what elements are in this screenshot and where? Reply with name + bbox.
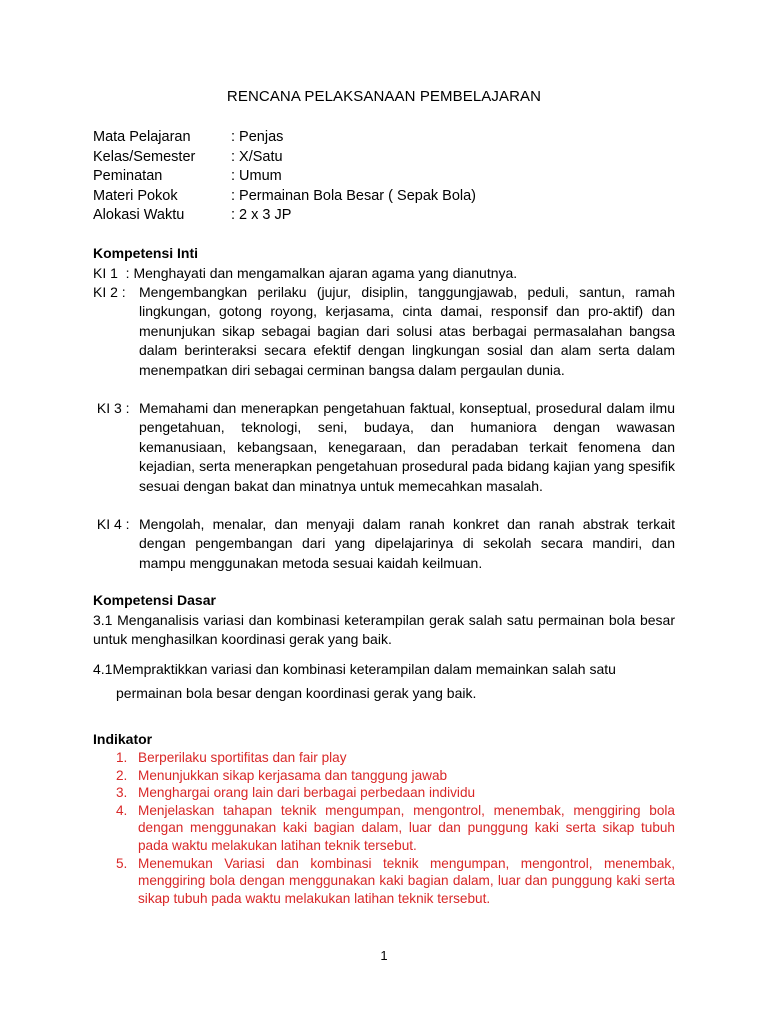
identity-block <box>93 128 476 226</box>
kompetensi-dasar-heading: Kompetensi Dasar <box>93 592 216 608</box>
identity-row <box>93 187 476 207</box>
ki-text: Mengembangkan perilaku (jujur, disiplin, tanggungjawab, peduli, santun, ramah lingkungan, gotong royong, kerjasama, cinta damai, responsif dan pro-aktif) dan menunjukan sikap sebagai bagian dari solusi atas berbagai permasalahan bangsa dalam berinteraksi secara efektif dengan lingkungan sosial dan alam serta dalam menempatkan diri sebagai cerminan bangsa dalam pergaulan dunia. <box>139 284 675 378</box>
indikator-number: 1. <box>116 750 128 765</box>
identity-label: Materi Pokok <box>93 187 178 204</box>
identity-row <box>93 148 476 168</box>
indikator-text: Menunjukkan sikap kerjasama dan tanggung jawab <box>138 767 448 783</box>
list-item <box>116 802 675 855</box>
ki-item <box>93 399 675 496</box>
ki-text: Mengolah, menalar, dan menyaji dalam ranah konkret dan ranah abstrak terkait dengan pengembangan dari yang dipelajarinya di sekolah secara mandiri, dan mampu menggunakan metoda sesuai kaidah keilmuan. <box>139 516 675 571</box>
identity-label: Kelas/Semester <box>93 148 196 165</box>
identity-value: : Penjas <box>231 129 284 145</box>
identity-row <box>93 206 476 226</box>
indikator-text: Menjelaskan tahapan teknik mengumpan, mengontrol, menembak, menggiring bola dengan menggunakan kaki bagian dalam, luar dan punggung kaki serta sikap tubuh pada waktu melakukan latihan teknik tersebut. <box>138 802 675 853</box>
identity-value: : 2 x 3 JP <box>231 207 292 223</box>
indikator-heading: Indikator <box>93 731 153 747</box>
list-item <box>116 855 675 908</box>
indikator-number: 4. <box>116 802 128 818</box>
list-item <box>116 784 675 802</box>
indikator-list <box>116 749 675 907</box>
kd-item: 3.1 Menganalisis variasi dan kombinasi keterampilan gerak salah satu permainan bola besar untuk menghasilkan koordinasi gerak yang baik. <box>93 612 675 647</box>
ki-number: KI 3 : <box>93 400 130 416</box>
kd-line: permainan bola besar dengan koordinasi gerak yang baik. <box>116 685 477 701</box>
identity-value: : Permainan Bola Besar ( Sepak Bola) <box>231 187 477 204</box>
ki-text: Memahami dan menerapkan pengetahuan faktual, konseptual, prosedural dalam ilmu pengetahuan, teknologi, seni, budaya, dan humaniora dengan wawasan kemanusiaan, kebangsaan, kenegaraan, dan peradaban terkait fenomena dan kejadian, serta menerapkan pengetahuan prosedural pada bidang kajian yang spesifik sesuai dengan bakat dan minatnya untuk memecahkan masalah. <box>139 400 675 494</box>
ki-number: KI 2 : <box>93 284 134 300</box>
identity-value: : X/Satu <box>231 148 283 165</box>
identity-label: Alokasi Waktu <box>93 207 185 223</box>
identity-row <box>93 128 476 148</box>
ki-item <box>93 283 675 380</box>
indikator-text: Berperilaku sportifitas dan fair play <box>138 750 347 765</box>
identity-value: : Umum <box>231 168 282 184</box>
document-title: RENCANA PELAKSANAAN PEMBELAJARAN <box>226 88 542 105</box>
list-item <box>116 767 675 785</box>
kd-item <box>93 657 675 705</box>
indikator-text: Menemukan Variasi dan kombinasi teknik mengumpan, mengontrol, menembak, menggiring bola dengan menggunakan kaki bagian dalam, luar dan punggung kaki serta sikap tubuh pada waktu melakukan latihan teknik tersebut. <box>138 855 675 906</box>
indikator-number: 3. <box>116 785 128 801</box>
identity-label: Peminatan <box>93 168 163 184</box>
kd-line: 4.1Mempraktikkan variasi dan kombinasi keterampilan dalam memainkan salah satu <box>93 661 616 677</box>
identity-row <box>93 167 476 187</box>
indikator-text: Menghargai orang lain dari berbagai perbedaan individu <box>138 785 476 801</box>
kompetensi-inti-heading: Kompetensi Inti <box>93 245 199 261</box>
list-item <box>116 749 675 767</box>
ki-number: KI 4 : <box>93 516 138 532</box>
indikator-number: 5. <box>116 855 128 871</box>
ki-item <box>93 515 675 573</box>
ki-number: KI 1 : <box>93 265 134 281</box>
indikator-number: 2. <box>116 767 128 783</box>
ki-item <box>93 264 675 283</box>
ki-text: Menghayati dan mengamalkan ajaran agama yang dianutnya. <box>133 265 518 281</box>
page-number: 1 <box>380 948 388 963</box>
identity-label: Mata Pelajaran <box>93 129 191 145</box>
